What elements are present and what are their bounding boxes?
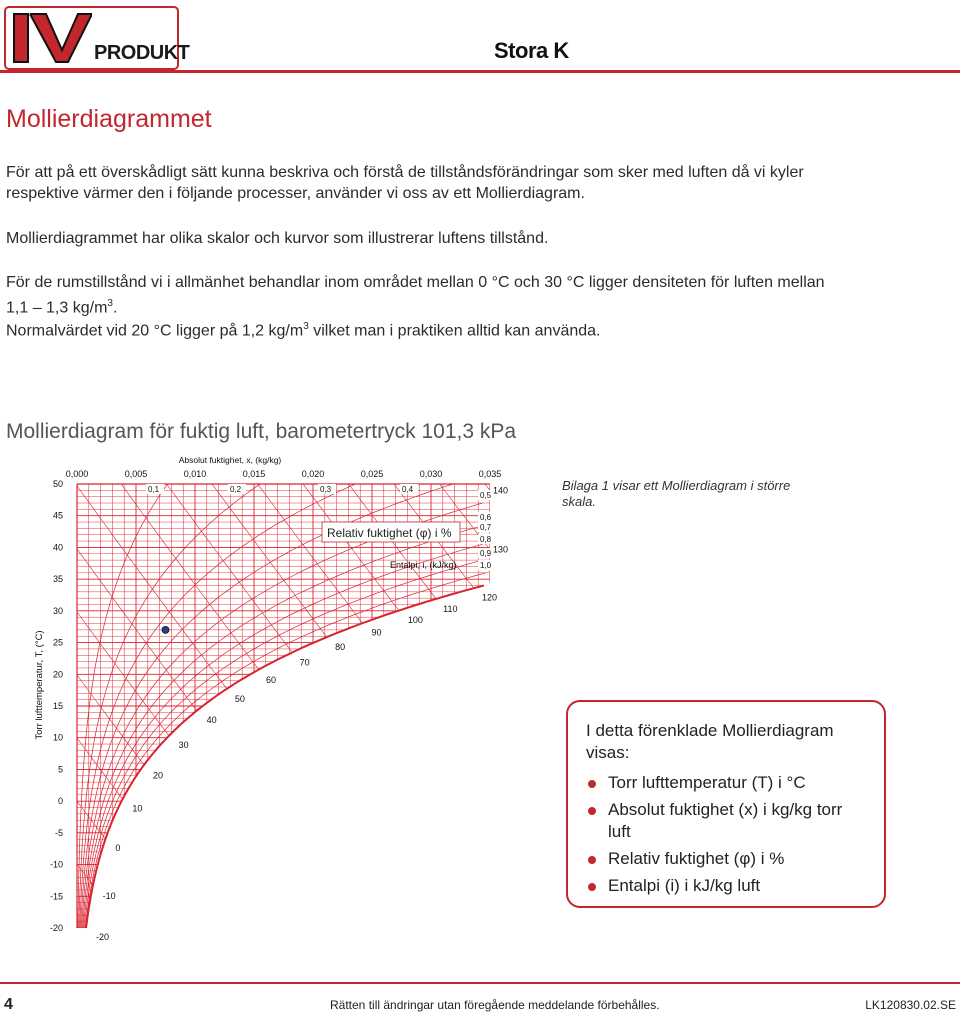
info-item [586,799,868,843]
footer-note: Rätten till ändringar utan föregående meddelande förbehålles. [330,998,660,1012]
y-axis-title: Torr lufttemperatur, T, (°C) [34,630,45,740]
page-number: 4 [4,996,13,1013]
info-list [586,772,868,897]
chart-caption: Bilaga 1 visar ett Mollierdiagram i större skala. [562,478,791,509]
enthalpy-label: 30 [178,740,189,751]
bullet-icon [588,856,596,864]
info-item-text: Relativ fuktighet (φ) i % [608,849,785,868]
x-tick-label: 0,030 [419,469,443,479]
enthalpy-line [77,612,490,945]
y-tick-label: 15 [52,701,63,711]
info-item [586,875,868,897]
rh-label: 0,8 [480,535,492,544]
scales-paragraph: Mollierdiagrammet har olika skalor och kurvor som illustrerar luftens tillstånd. [6,230,549,247]
intro-paragraph: För att på ett överskådligt sätt kunna beskriva och förstå de tillståndsförändringar som sker med luften då vi kyler respektive värmer den i följande processer, använder vi oss av ett Mollierdiagram. [6,164,804,202]
enthalpy-label: 60 [265,675,277,686]
enthalpy-label: 80 [335,641,346,652]
mollier-chart [30,450,560,945]
density-paragraph [6,272,846,318]
enthalpy-label: 20 [153,770,164,781]
enthalpy-label: 100 [407,614,423,625]
bullet-icon [588,780,596,788]
enthalpy-label: 0 [115,843,121,854]
enthalpy-label: 40 [206,714,217,725]
y-tick-label: 45 [52,510,63,521]
normal-value-tail: vilket man i praktiken alltid kan använda. [308,322,601,340]
y-tick-label: 40 [52,542,63,553]
rh-label: 0,2 [230,485,242,494]
brand-logo [4,6,190,70]
x-tick-label: 0,025 [360,469,384,479]
enthalpy-line [77,549,490,945]
period: . [112,299,118,317]
mollier-diagram [30,450,560,945]
x-tick-label: 0,020 [301,469,325,479]
y-tick-label: 25 [52,637,63,648]
rh-label: 0,6 [480,513,492,522]
y-tick-label: -15 [49,891,63,902]
info-item [586,848,868,870]
normal-value-paragraph [6,316,846,341]
y-tick-label: 20 [52,669,63,680]
enthalpy-label: 130 [493,544,509,555]
footer-divider [0,982,960,984]
bullet-icon [588,807,596,815]
enthalpy-label: 140 [493,485,509,496]
y-tick-label: 10 [52,732,63,743]
enthalpy-label: 120 [481,592,498,603]
info-box [566,700,886,908]
header-divider [0,70,960,73]
x-tick-label: 0,035 [478,469,502,479]
enthalpy-line [77,801,490,945]
y-tick-label: 50 [52,479,63,489]
enthalpy-label: 50 [234,694,245,705]
density-text: För de rumstillstånd vi i allmänhet behandlar inom området mellan 0 °C och 30 °C ligger densiteten för luften mellan 1,1 – 1,3 kg/m [6,274,825,317]
rh-label: 0,1 [148,485,160,494]
enthalpy-line [77,864,490,945]
rh-title: Relativ fuktighet (φ) i % [327,526,452,540]
state-point-marker [162,626,169,633]
y-tick-label: -5 [54,827,63,838]
enthalpy-title: Entalpi, i, (kJ/kg) [390,560,457,570]
enthalpy-label: -10 [102,890,116,901]
bullet-icon [588,883,596,891]
y-tick-label: 0 [57,796,63,807]
info-item-text: Absolut fuktighet (x) i kg/kg torr luft [608,800,843,841]
y-tick-label: -20 [49,923,63,933]
x-tick-label: 0,005 [124,469,148,479]
rh-label: 0,3 [320,485,332,494]
y-tick-label: 30 [52,605,63,616]
x-tick-label: 0,010 [183,469,207,479]
logo-word: PRODUKT [94,42,190,64]
enthalpy-line [77,450,490,905]
superscript-3b: 3 [303,321,309,332]
x-tick-label: 0,000 [65,469,89,479]
rh-label: 0,4 [402,485,414,494]
enthalpy-label: 110 [443,603,458,614]
y-tick-label: 35 [52,574,63,585]
enthalpy-label: -20 [96,932,110,942]
info-item-text: Torr lufttemperatur (T) i °C [608,773,806,792]
enthalpy-label: 10 [132,803,143,814]
info-box-title: I detta förenklade Mollierdiagram visas: [586,721,834,762]
rh-label: 0,9 [480,549,492,558]
info-item [586,772,868,794]
superscript-3: 3 [107,298,113,309]
enthalpy-label: 90 [371,627,382,638]
info-item-text: Entalpi (i) i kJ/kg luft [608,876,761,895]
enthalpy-line [77,927,490,945]
rh-label: 0,7 [480,523,492,532]
normal-value-text: Normalvärdet vid 20 °C ligger på 1,2 kg/m [6,322,304,340]
page-title: Mollierdiagrammet [6,105,212,133]
y-tick-label: 5 [57,764,63,775]
y-tick-label: -10 [49,859,63,870]
x-tick-label: 0,015 [242,469,266,479]
header-title: Stora K [494,38,569,63]
enthalpy-label: 70 [299,657,310,668]
section-title: Mollierdiagram för fuktig luft, barometertryck 101,3 kPa [6,420,517,443]
iv-logo-icon [12,10,92,66]
x-axis-title: Absolut fuktighet, x, (kg/kg) [178,455,282,465]
rh-label: 1,0 [480,561,492,570]
rh-label: 0,5 [480,491,492,500]
document-code: LK120830.02.SE [865,998,956,1012]
